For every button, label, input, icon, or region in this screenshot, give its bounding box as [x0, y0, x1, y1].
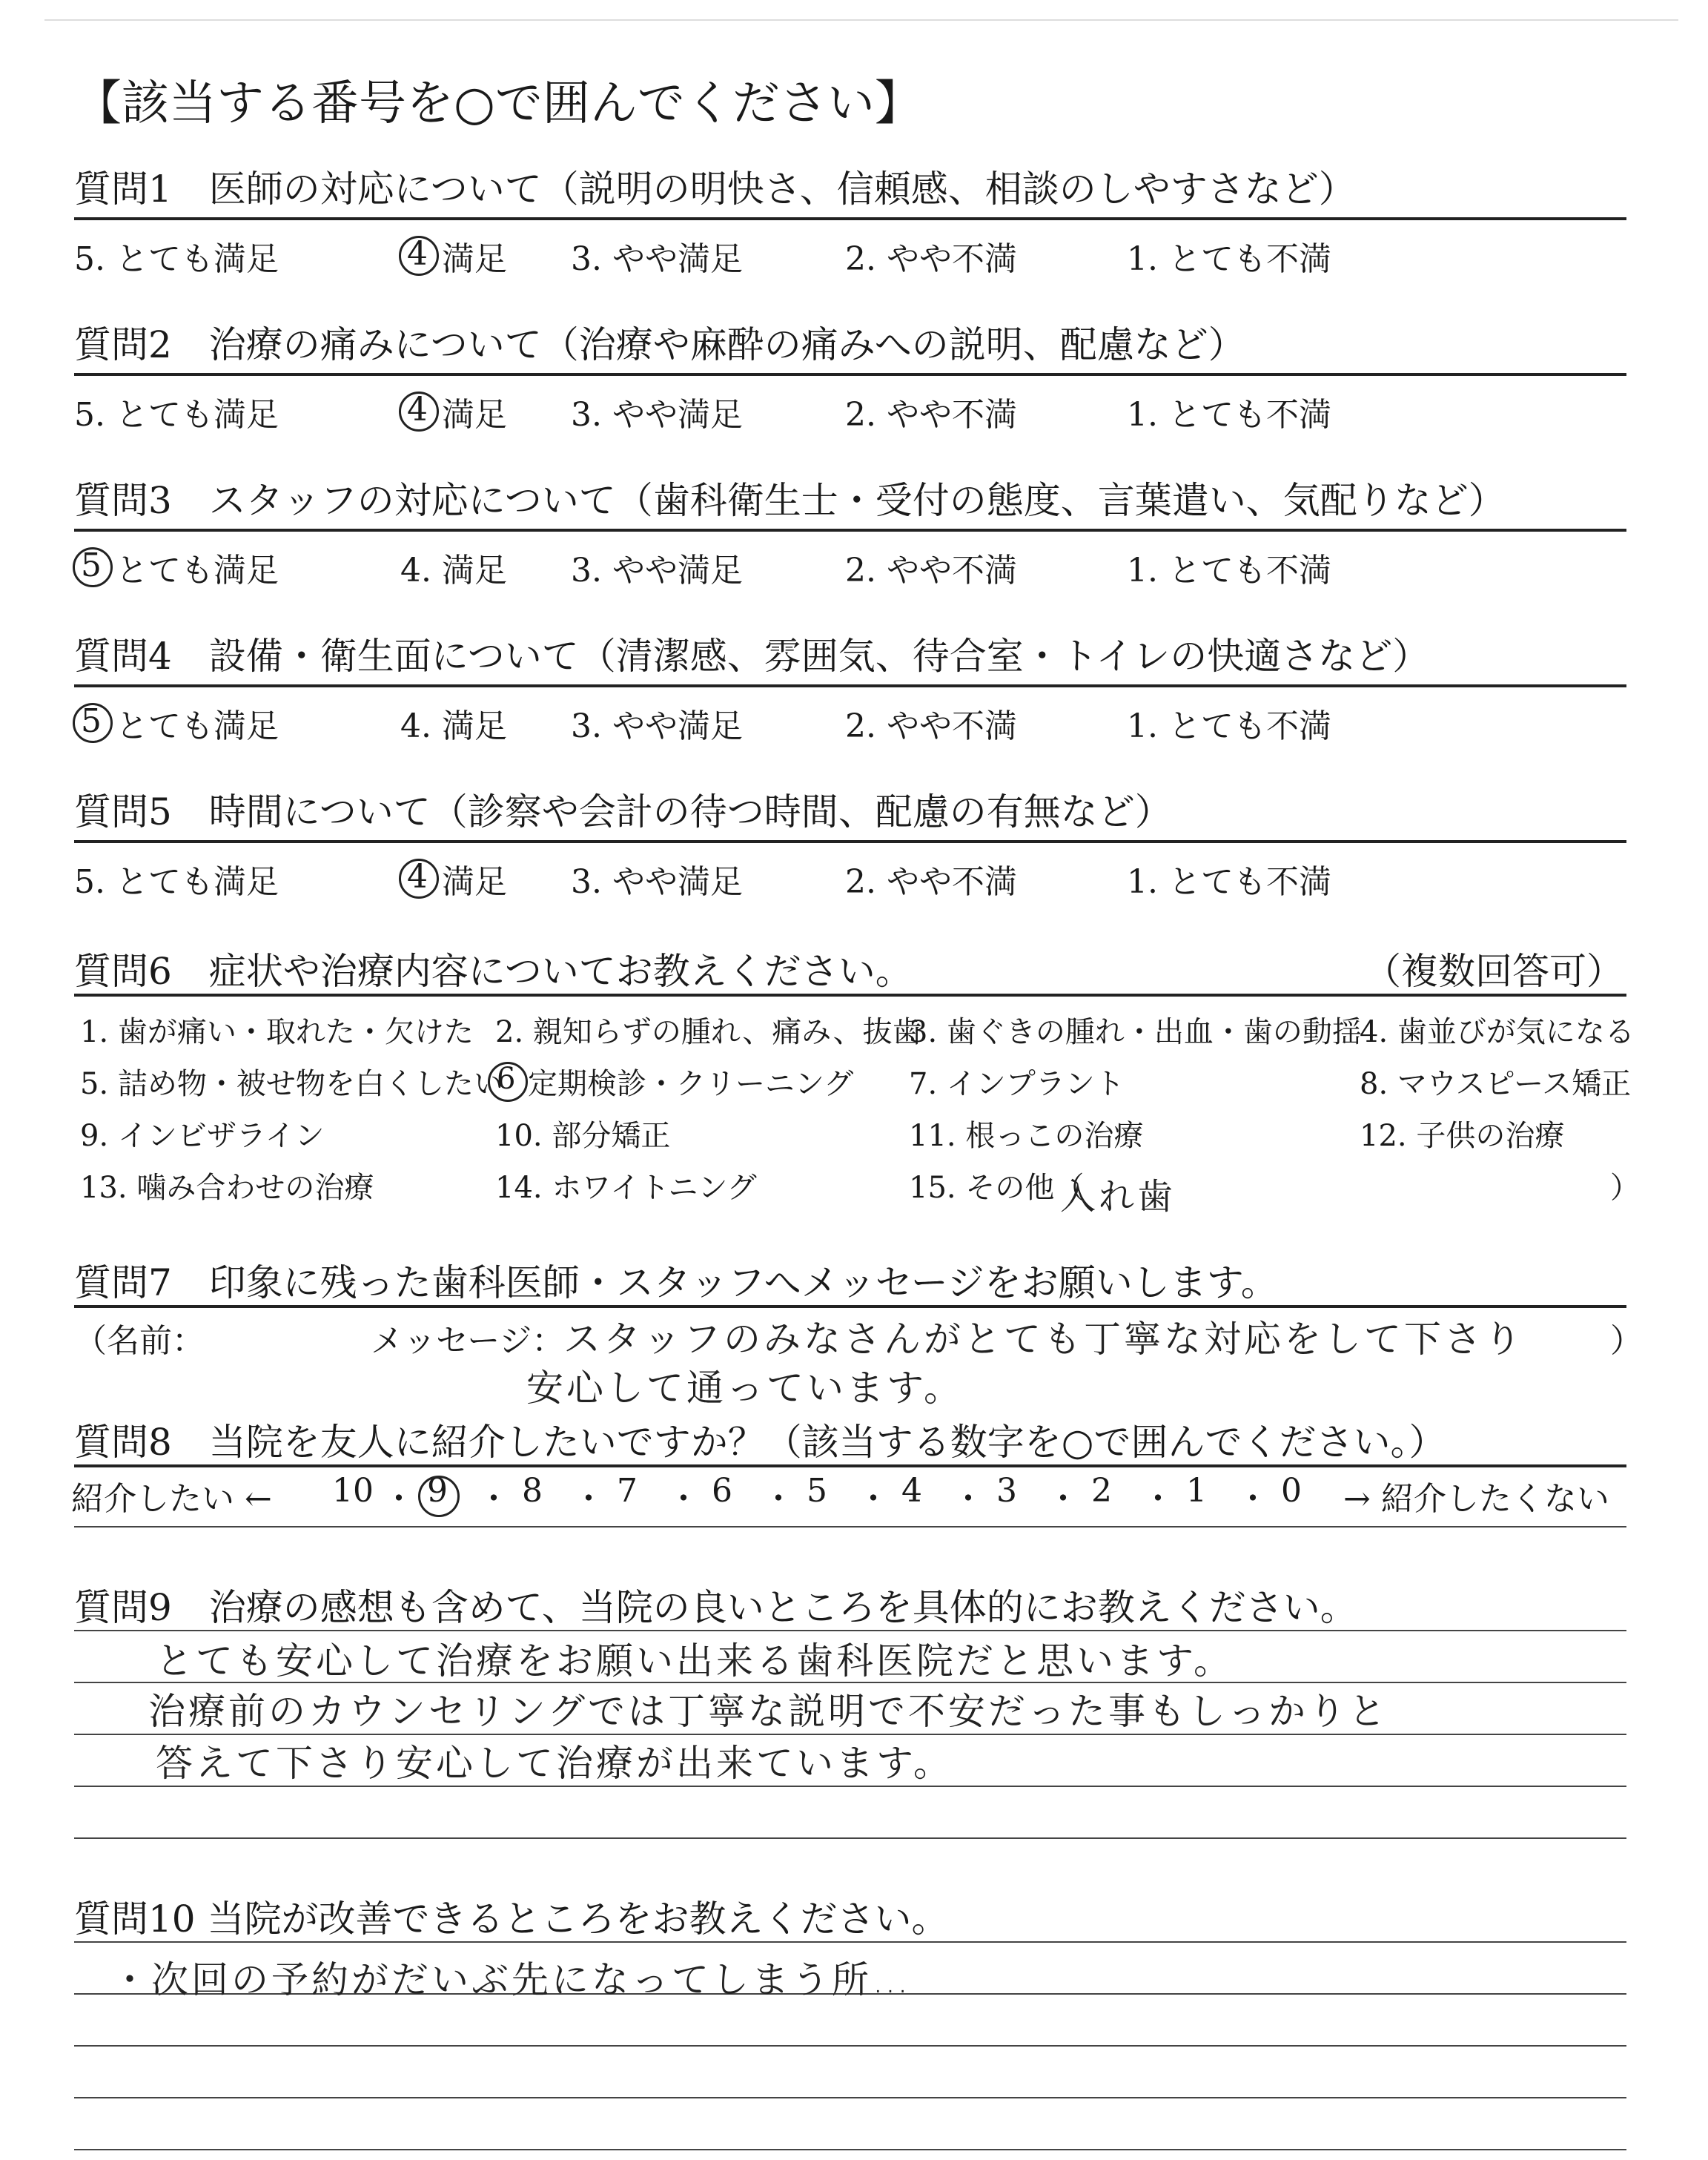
q6-option[interactable]: 11. 根っこの治療 [909, 1119, 1144, 1153]
q4-option[interactable]: 1. とても不満 [1127, 707, 1331, 745]
q8-scale-dot: ・ [477, 1480, 510, 1518]
q6-option: ） [1610, 1171, 1640, 1205]
q2-option[interactable]: 2. やや不満 [845, 396, 1017, 434]
circled-number: 4 [407, 235, 428, 273]
q8-scale-value[interactable]: 8 [522, 1472, 543, 1510]
q10-line-rule-4 [74, 2149, 1626, 2150]
q7-label: 質問7 印象に残った歯科医師・スタッフへメッセージをお願いします。 [74, 1261, 1278, 1304]
q4-option[interactable]: とても満足 [116, 707, 279, 745]
q8-scale-value[interactable]: 7 [617, 1472, 638, 1510]
q2-option[interactable]: 1. とても不満 [1127, 396, 1331, 434]
q5-option[interactable]: 1. とても不満 [1127, 863, 1331, 901]
q8-scale-dot: ・ [952, 1480, 984, 1518]
q6-option[interactable]: 9. インビザライン [80, 1119, 325, 1153]
q7-name-label: （名前： [74, 1322, 205, 1360]
q3-label: 質問3 スタッフの対応について（歯科衛生士・受付の態度、言葉遣い、気配りなど） [74, 479, 1506, 522]
q3-option[interactable]: とても満足 [116, 552, 279, 589]
q2-rule [74, 373, 1626, 376]
q6-rule [74, 994, 1626, 997]
q7-rule [74, 1305, 1626, 1308]
q6-option[interactable]: 15. その他（ [909, 1171, 1085, 1205]
q1-option[interactable]: 1. とても不満 [1127, 240, 1331, 278]
q4-option[interactable]: 2. やや不満 [845, 707, 1017, 745]
circled-number: 4 [407, 391, 428, 429]
q7-close-paren: ） [1610, 1322, 1643, 1360]
q5-option[interactable]: 2. やや不満 [845, 863, 1017, 901]
q8-label: 質問8 当院を友人に紹介したいですか？（該当する数字を○で囲んでください。） [74, 1421, 1446, 1464]
q8-scale-dot: ・ [1047, 1480, 1079, 1518]
q8-scale-value[interactable]: 6 [712, 1472, 732, 1510]
top-edge [44, 19, 1678, 21]
q6-option[interactable]: 5. 詰め物・被せ物を白くしたい [80, 1067, 503, 1101]
q1-option[interactable]: 5. とても満足 [74, 240, 279, 278]
q3-option[interactable]: 2. やや不満 [845, 552, 1017, 589]
q8-scale-dot: ・ [1142, 1480, 1174, 1518]
q3-rule [74, 529, 1626, 532]
q6-option[interactable]: 2. 親知らずの腫れ、痛み、抜歯 [495, 1015, 922, 1049]
q8-scale-dot: ・ [857, 1480, 890, 1518]
q6-option[interactable]: 4. 歯並びが気になる [1360, 1015, 1635, 1049]
q2-label: 質問2 治療の痛みについて（治療や麻酔の痛みへの説明、配慮など） [74, 323, 1245, 366]
q7-message-label: メッセージ： [371, 1322, 565, 1360]
q7-message-line1[interactable]: スタッフのみなさんがとても丁寧な対応をして下さり [563, 1318, 1524, 1361]
q6-option[interactable]: 定期検診・クリーニング [528, 1067, 854, 1101]
q4-option[interactable]: 3. やや満足 [571, 707, 743, 745]
circled-number: 5 [81, 702, 102, 740]
q3-option[interactable]: 3. やや満足 [571, 552, 743, 589]
q10-line-rule-2 [74, 2045, 1626, 2047]
page-title: 【該当する番号を○で囲んでください】 [74, 76, 922, 131]
q8-rule-bottom [74, 1526, 1626, 1527]
q8-scale-dot: ・ [762, 1480, 795, 1518]
q2-option[interactable]: 5. とても満足 [74, 396, 279, 434]
q4-rule [74, 684, 1626, 687]
q6-option[interactable]: 10. 部分矯正 [495, 1119, 671, 1153]
q5-label: 質問5 時間について（診察や会計の待つ時間、配慮の有無など） [74, 790, 1172, 833]
q10-rule [74, 1941, 1626, 1943]
q9-line-rule-4 [74, 1837, 1626, 1839]
selection-circle [488, 1062, 528, 1102]
q6-option[interactable]: 7. インプラント [909, 1067, 1125, 1101]
q3-option[interactable]: 4. 満足 [400, 552, 507, 589]
q1-option[interactable]: 2. やや不満 [845, 240, 1017, 278]
q8-scale-value[interactable]: 3 [996, 1472, 1017, 1510]
q6-label: 質問6 症状や治療内容についてお教えください。 [74, 950, 913, 993]
q10-label: 質問10 当院が改善できるところをお教えください。 [74, 1898, 949, 1941]
q4-option[interactable]: 4. 満足 [400, 707, 507, 745]
q2-option[interactable]: 3. やや満足 [571, 396, 743, 434]
q2-option[interactable]: 満足 [442, 396, 507, 434]
q10-answer-line-1[interactable]: ・次回の予約がだいぶ先になってしまう所… [111, 1958, 912, 2001]
q6-option[interactable]: 8. マウスピース矯正 [1360, 1067, 1632, 1101]
selection-circle [418, 1476, 460, 1517]
q8-scale-dot: ・ [383, 1480, 415, 1518]
q8-right-label: → 紹介したくない [1343, 1480, 1609, 1518]
q9-answer-line-2[interactable]: 治療前のカウンセリングでは丁寧な説明で不安だった事もしっかりと [148, 1690, 1388, 1733]
q8-scale-dot: ・ [1237, 1480, 1269, 1518]
q8-scale-value[interactable]: 4 [901, 1472, 922, 1510]
q8-rule [74, 1464, 1626, 1467]
q7-message-line2[interactable]: 安心して通っています。 [526, 1367, 964, 1410]
q1-option[interactable]: 3. やや満足 [571, 240, 743, 278]
q1-label: 質問1 医師の対応について（説明の明快さ、信頼感、相談のしやすさなど） [74, 168, 1356, 211]
q8-scale-dot: ・ [572, 1480, 605, 1518]
q6-option[interactable]: 3. 歯ぐきの腫れ・出血・歯の動揺 [909, 1015, 1362, 1049]
q8-scale-value[interactable]: 9 [427, 1472, 448, 1510]
q6-note: （複数回答可） [1364, 950, 1623, 993]
q6-other-answer[interactable]: 入れ歯 [1060, 1176, 1176, 1218]
q8-scale-value[interactable]: 10 [332, 1472, 374, 1510]
q1-option[interactable]: 満足 [442, 240, 507, 278]
q4-label: 質問4 設備・衛生面について（清潔感、雰囲気、待合室・トイレの快適さなど） [74, 635, 1430, 678]
circled-number: 5 [81, 546, 102, 584]
q9-answer-line-3[interactable]: 答えて下さり安心して治療が出来ています。 [156, 1742, 953, 1785]
q9-label: 質問9 治療の感想も含めて、当院の良いところを具体的にお教えください。 [74, 1586, 1357, 1629]
q5-option[interactable]: 3. やや満足 [571, 863, 743, 901]
q8-scale-value[interactable]: 2 [1091, 1472, 1112, 1510]
q6-option[interactable]: 14. ホワイトニング [495, 1171, 757, 1205]
q6-option[interactable]: 12. 子供の治療 [1360, 1119, 1565, 1153]
q8-left-label: 紹介したい ← [71, 1480, 272, 1518]
q6-option[interactable]: 1. 歯が痛い・取れた・欠けた [80, 1015, 474, 1049]
q8-scale-value[interactable]: 5 [807, 1472, 827, 1510]
q5-option[interactable]: 5. とても満足 [74, 863, 279, 901]
q8-scale-value[interactable]: 1 [1186, 1472, 1207, 1510]
q9-answer-line-1[interactable]: とても安心して治療をお願い出来る歯科医院だと思います。 [156, 1639, 1234, 1682]
circled-number: 4 [407, 858, 428, 896]
q5-option[interactable]: 満足 [442, 863, 507, 901]
q6-option[interactable]: 13. 噛み合わせの治療 [80, 1171, 374, 1205]
q5-rule [74, 840, 1626, 843]
q8-scale-dot: ・ [667, 1480, 700, 1518]
circled-number: 6 [497, 1062, 516, 1096]
q10-line-rule-3 [74, 2097, 1626, 2098]
q8-scale-value[interactable]: 0 [1281, 1472, 1302, 1510]
q1-rule [74, 217, 1626, 220]
q3-option[interactable]: 1. とても不満 [1127, 552, 1331, 589]
